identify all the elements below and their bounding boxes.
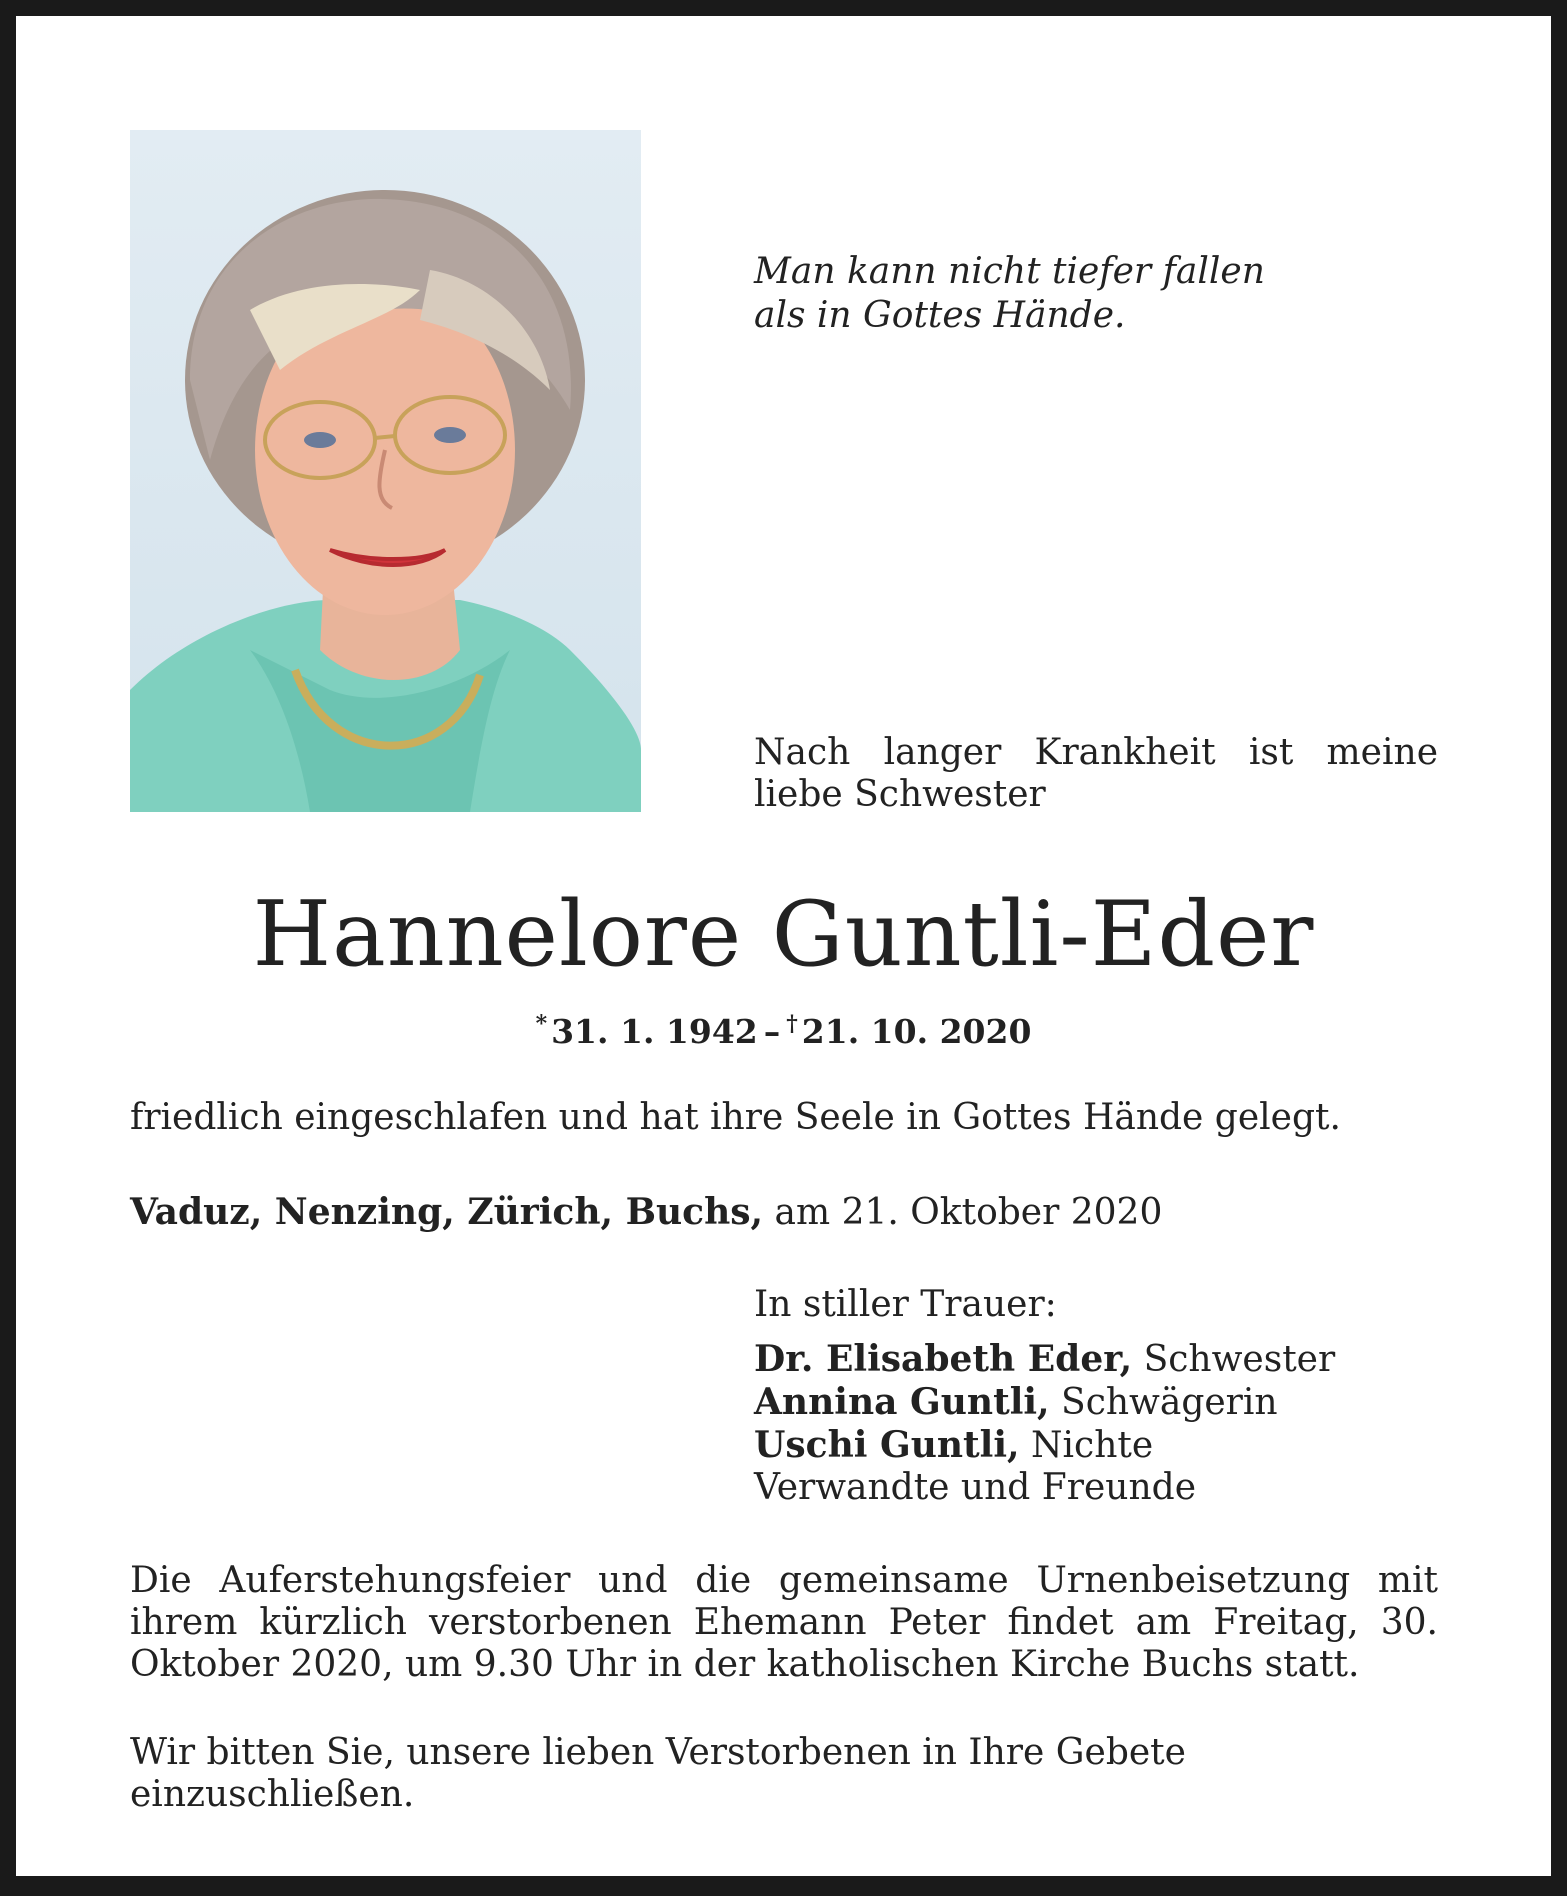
mourner-row [754,1424,1335,1467]
death-symbol: † [786,1011,798,1037]
place-date [130,1190,1162,1235]
places: Vaduz, Nenzing, Zürich, Buchs, [130,1191,764,1233]
mourner-row [754,1338,1335,1381]
ceremony-text: Die Auferstehungsfeier und die gemeinsame Urnenbeisetzung mit ihrem kürzlich verstorbenen Ehemann Peter findet am Freitag, 30. Oktober 2020, um 9.30 Uhr in der katholischen Kirche Buchs statt. [130,1560,1438,1685]
statement-text: friedlich eingeschlafen und hat ihre Seele in Gottes Hände gelegt. [130,1097,1341,1138]
mourner-name: Uschi Guntli, [754,1424,1020,1466]
request-text: Wir bitten Sie, unsere lieben Verstorbenen in Ihre Gebete einzuschließen. [130,1732,1186,1815]
mourner-relation: Nichte [1031,1425,1154,1466]
portrait-photo [130,130,641,812]
mourners-heading: In stiller Trauer: [754,1284,1057,1325]
deceased-name: Hannelore Guntli-Eder [252,882,1315,987]
birth-symbol: * [535,1011,548,1037]
intro-text: Nach langer Krankheit ist meine liebe Schwester [754,732,1438,815]
mourner-relation: Schwägerin [1061,1382,1278,1423]
life-dates [0,1004,1567,1052]
mourner-row [754,1381,1335,1424]
motto-line-1: Man kann nicht tiefer fallen [754,251,1265,292]
mourner-name: Annina Guntli, [754,1381,1050,1423]
notice-date: am 21. Oktober 2020 [774,1192,1163,1233]
death-date: 21. 10. 2020 [801,1012,1032,1051]
motto-line-2: als in Gottes Hände. [754,295,1126,336]
birth-date: 31. 1. 1942 [551,1012,758,1051]
mourner-name: Dr. Elisabeth Eder, [754,1338,1133,1380]
mourner-relation: Schwester [1143,1339,1336,1380]
mourners-closing: Verwandte und Freunde [754,1467,1197,1508]
mourners-block [754,1284,1335,1509]
motto-quote [754,250,1265,338]
date-separator: – [763,1012,781,1051]
portrait-photo-icon [130,130,641,812]
